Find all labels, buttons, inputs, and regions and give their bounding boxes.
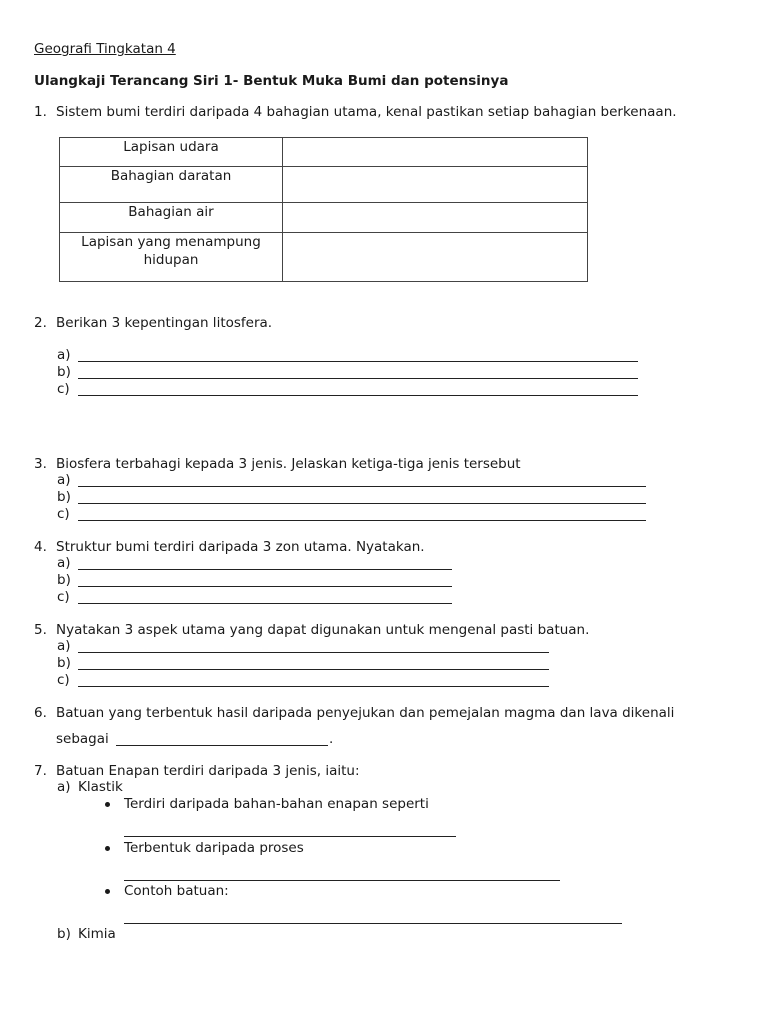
- answer-line[interactable]: [116, 733, 328, 746]
- answer-label-a: a): [57, 638, 71, 654]
- answer-label-a: a): [57, 472, 71, 488]
- bullet-icon: [105, 846, 110, 851]
- q1-number: 1.: [34, 104, 47, 120]
- q6-text: Batuan yang terbentuk hasil daripada penyejukan dan pemejalan magma dan lava dikenali: [56, 705, 675, 721]
- answer-line[interactable]: [78, 349, 638, 362]
- q7-bullet-2: Terbentuk daripada proses: [124, 840, 304, 856]
- q3-text: Biosfera terbahagi kepada 3 jenis. Jelaskan ketiga-tiga jenis tersebut: [56, 456, 521, 472]
- answer-label-b: b): [57, 655, 71, 671]
- q7-text: Batuan Enapan terdiri daripada 3 jenis, iaitu:: [56, 763, 360, 779]
- table-cell-line: hidupan: [143, 252, 199, 268]
- answer-label-b: b): [57, 489, 71, 505]
- table-row: [60, 138, 588, 167]
- answer-cell[interactable]: [283, 167, 588, 203]
- table-cell-label: Lapisan udara: [60, 138, 283, 167]
- answer-label-a: a): [57, 555, 71, 571]
- answer-line[interactable]: [78, 508, 646, 521]
- table-cell-label: Bahagian daratan: [60, 167, 283, 203]
- q7-bullet-3: Contoh batuan:: [124, 883, 229, 899]
- answer-label-c: c): [57, 381, 70, 397]
- q7-type-b: Kimia: [78, 926, 116, 942]
- answer-label-c: c): [57, 589, 70, 605]
- q2-number: 2.: [34, 315, 47, 331]
- bullet-icon: [105, 889, 110, 894]
- answer-label-a: a): [57, 347, 71, 363]
- answer-line[interactable]: [78, 591, 452, 604]
- q4-text: Struktur bumi terdiri daripada 3 zon utama. Nyatakan.: [56, 539, 425, 555]
- sub-label-b: b): [57, 926, 71, 942]
- table-cell-label: Bahagian air: [60, 203, 283, 233]
- answer-line[interactable]: [124, 824, 456, 837]
- q6-prefix: sebagai: [56, 731, 109, 747]
- q1-text: Sistem bumi terdiri daripada 4 bahagian utama, kenal pastikan setiap bahagian berkenaan.: [56, 104, 677, 120]
- worksheet-title: Ulangkaji Terancang Siri 1- Bentuk Muka Bumi dan potensinya: [34, 73, 509, 89]
- subject-heading: Geografi Tingkatan 4: [34, 41, 176, 57]
- q7-number: 7.: [34, 763, 47, 779]
- answer-line[interactable]: [124, 911, 622, 924]
- answer-label-c: c): [57, 672, 70, 688]
- q6-number: 6.: [34, 705, 47, 721]
- answer-label-c: c): [57, 506, 70, 522]
- bullet-icon: [105, 802, 110, 807]
- table-row: [60, 203, 588, 233]
- table-row: [60, 167, 588, 203]
- q3-number: 3.: [34, 456, 47, 472]
- answer-cell[interactable]: [283, 203, 588, 233]
- answer-line[interactable]: [78, 657, 549, 670]
- q5-number: 5.: [34, 622, 47, 638]
- answer-line[interactable]: [78, 491, 646, 504]
- answer-line[interactable]: [78, 557, 452, 570]
- table-cell-label: [60, 233, 283, 282]
- answer-line[interactable]: [78, 574, 452, 587]
- q4-number: 4.: [34, 539, 47, 555]
- answer-cell[interactable]: [283, 138, 588, 167]
- answer-line[interactable]: [78, 474, 646, 487]
- answer-line[interactable]: [78, 383, 638, 396]
- table-row: [60, 233, 588, 282]
- answer-cell[interactable]: [283, 233, 588, 282]
- answer-label-b: b): [57, 572, 71, 588]
- q2-text: Berikan 3 kepentingan litosfera.: [56, 315, 273, 331]
- answer-line[interactable]: [78, 640, 549, 653]
- q7-bullet-1: Terdiri daripada bahan-bahan enapan seperti: [124, 796, 429, 812]
- sub-label-a: a): [57, 779, 71, 795]
- table-cell-line: Lapisan yang menampung: [81, 234, 261, 250]
- earth-system-table: [59, 137, 588, 282]
- answer-label-b: b): [57, 364, 71, 380]
- answer-line[interactable]: [78, 366, 638, 379]
- q6-suffix: .: [329, 731, 334, 747]
- q7-type-a: Klastik: [78, 779, 123, 795]
- answer-line[interactable]: [124, 868, 560, 881]
- q5-text: Nyatakan 3 aspek utama yang dapat digunakan untuk mengenal pasti batuan.: [56, 622, 590, 638]
- answer-line[interactable]: [78, 674, 549, 687]
